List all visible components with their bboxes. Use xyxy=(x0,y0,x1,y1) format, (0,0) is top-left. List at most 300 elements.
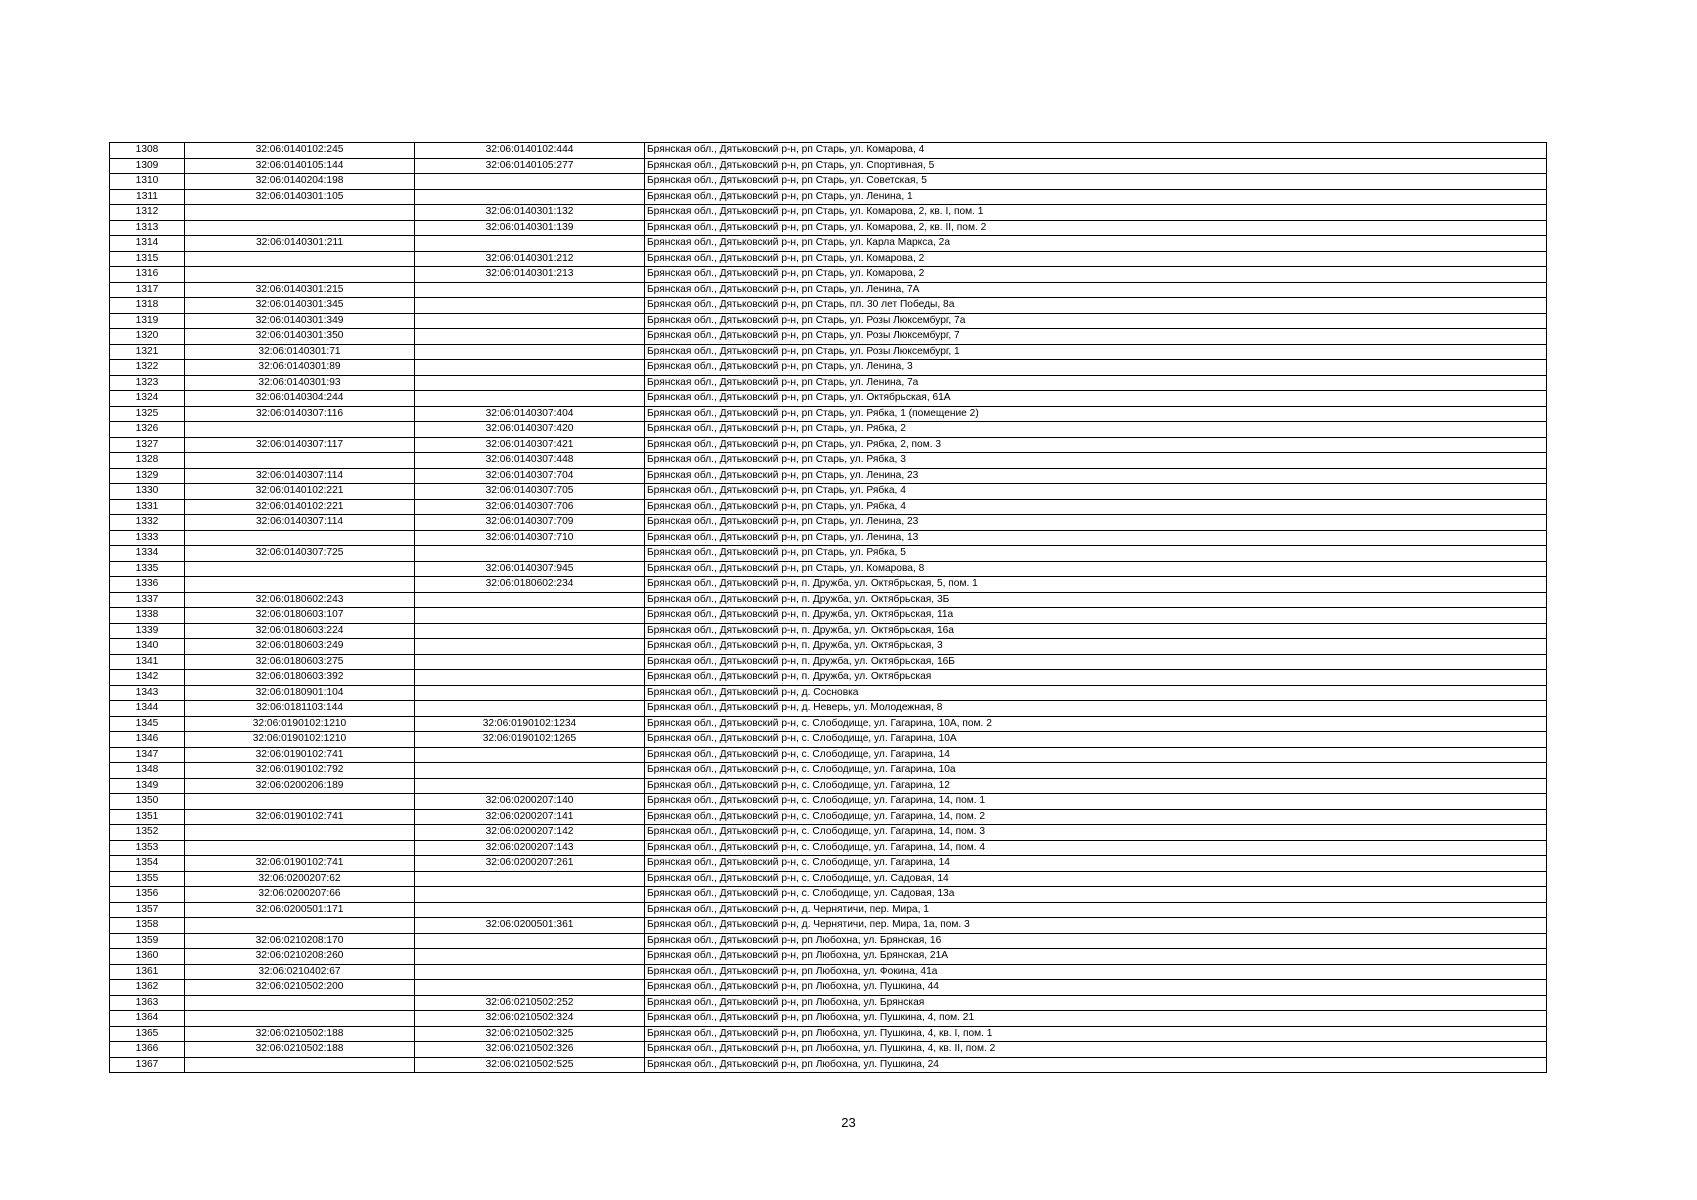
cadastral-number-cell: 32:06:0140307:725 xyxy=(185,546,415,562)
address-cell: Брянская обл., Дятьковский р-н, рп Старь, ул. Октябрьская, 61А xyxy=(645,391,1547,407)
cadastral-number-cell xyxy=(185,220,415,236)
premises-cadastral-number-cell xyxy=(415,298,645,314)
table-row xyxy=(110,887,1547,903)
address-cell: Брянская обл., Дятьковский р-н, рп Любохна, ул. Фокина, 41а xyxy=(645,964,1547,980)
premises-cadastral-number-cell: 32:06:0140307:705 xyxy=(415,484,645,500)
address-cell: Брянская обл., Дятьковский р-н, рп Старь, ул. Ленина, 23 xyxy=(645,468,1547,484)
premises-cadastral-number-cell: 32:06:0140307:704 xyxy=(415,468,645,484)
cadastral-number-cell: 32:06:0190102:1210 xyxy=(185,716,415,732)
address-cell: Брянская обл., Дятьковский р-н, п. Дружба, ул. Октябрьская, 5, пом. 1 xyxy=(645,577,1547,593)
cadastral-number-cell: 32:06:0140301:211 xyxy=(185,236,415,252)
cadastral-number-cell xyxy=(185,995,415,1011)
address-cell: Брянская обл., Дятьковский р-н, д. Сосновка xyxy=(645,685,1547,701)
row-number-cell: 1360 xyxy=(110,949,185,965)
table-row xyxy=(110,453,1547,469)
row-number-cell: 1310 xyxy=(110,174,185,190)
table-row xyxy=(110,763,1547,779)
table-row xyxy=(110,422,1547,438)
address-cell: Брянская обл., Дятьковский р-н, с. Слободище, ул. Гагарина, 10А, пом. 2 xyxy=(645,716,1547,732)
address-cell: Брянская обл., Дятьковский р-н, рп Любохна, ул. Пушкина, 24 xyxy=(645,1057,1547,1073)
cadastral-number-cell: 32:06:0140301:350 xyxy=(185,329,415,345)
premises-cadastral-number-cell xyxy=(415,701,645,717)
row-number-cell: 1309 xyxy=(110,158,185,174)
address-cell: Брянская обл., Дятьковский р-н, рп Старь, ул. Рябка, 2, пом. 3 xyxy=(645,437,1547,453)
address-cell: Брянская обл., Дятьковский р-н, рп Старь, ул. Рябка, 5 xyxy=(645,546,1547,562)
premises-cadastral-number-cell xyxy=(415,608,645,624)
row-number-cell: 1308 xyxy=(110,143,185,159)
table-row xyxy=(110,623,1547,639)
address-cell: Брянская обл., Дятьковский р-н, рп Старь, ул. Комарова, 8 xyxy=(645,561,1547,577)
row-number-cell: 1349 xyxy=(110,778,185,794)
table-row xyxy=(110,530,1547,546)
table-row xyxy=(110,236,1547,252)
address-cell: Брянская обл., Дятьковский р-н, с. Слободище, ул. Гагарина, 14 xyxy=(645,856,1547,872)
address-cell: Брянская обл., Дятьковский р-н, рп Любохна, ул. Пушкина, 4, кв. II, пом. 2 xyxy=(645,1042,1547,1058)
address-cell: Брянская обл., Дятьковский р-н, рп Старь, ул. Комарова, 2, кв. I, пом. 1 xyxy=(645,205,1547,221)
table-row xyxy=(110,189,1547,205)
premises-cadastral-number-cell xyxy=(415,391,645,407)
table-row xyxy=(110,375,1547,391)
row-number-cell: 1346 xyxy=(110,732,185,748)
row-number-cell: 1348 xyxy=(110,763,185,779)
row-number-cell: 1366 xyxy=(110,1042,185,1058)
cadastral-number-cell: 32:06:0140204:198 xyxy=(185,174,415,190)
cadastral-number-cell: 32:06:0140301:345 xyxy=(185,298,415,314)
cadastral-number-cell xyxy=(185,918,415,934)
row-number-cell: 1315 xyxy=(110,251,185,267)
table-row xyxy=(110,267,1547,283)
cadastral-number-cell xyxy=(185,840,415,856)
cadastral-number-cell: 32:06:0140307:116 xyxy=(185,406,415,422)
address-cell: Брянская обл., Дятьковский р-н, рп Старь, ул. Комарова, 2, кв. II, пом. 2 xyxy=(645,220,1547,236)
cadastral-number-cell xyxy=(185,1057,415,1073)
premises-cadastral-number-cell: 32:06:0210502:326 xyxy=(415,1042,645,1058)
table-row xyxy=(110,902,1547,918)
row-number-cell: 1345 xyxy=(110,716,185,732)
row-number-cell: 1317 xyxy=(110,282,185,298)
cadastral-number-cell: 32:06:0140102:245 xyxy=(185,143,415,159)
table-row xyxy=(110,468,1547,484)
address-cell: Брянская обл., Дятьковский р-н, д. Неверь, ул. Молодежная, 8 xyxy=(645,701,1547,717)
cadastral-number-cell: 32:06:0210208:260 xyxy=(185,949,415,965)
cadastral-number-cell: 32:06:0210208:170 xyxy=(185,933,415,949)
row-number-cell: 1330 xyxy=(110,484,185,500)
row-number-cell: 1338 xyxy=(110,608,185,624)
table-row xyxy=(110,856,1547,872)
table-row xyxy=(110,1026,1547,1042)
premises-cadastral-number-cell xyxy=(415,654,645,670)
address-cell: Брянская обл., Дятьковский р-н, рп Старь, ул. Ленина, 7а xyxy=(645,375,1547,391)
cadastral-number-cell xyxy=(185,530,415,546)
cadastral-number-cell xyxy=(185,825,415,841)
address-cell: Брянская обл., Дятьковский р-н, п. Дружба, ул. Октябрьская, 11а xyxy=(645,608,1547,624)
row-number-cell: 1347 xyxy=(110,747,185,763)
address-cell: Брянская обл., Дятьковский р-н, с. Слободище, ул. Гагарина, 14, пом. 3 xyxy=(645,825,1547,841)
table-row xyxy=(110,1057,1547,1073)
address-cell: Брянская обл., Дятьковский р-н, с. Слободище, ул. Гагарина, 10а xyxy=(645,763,1547,779)
table-row xyxy=(110,964,1547,980)
premises-cadastral-number-cell: 32:06:0200501:361 xyxy=(415,918,645,934)
address-cell: Брянская обл., Дятьковский р-н, рп Старь, ул. Рябка, 2 xyxy=(645,422,1547,438)
table-row xyxy=(110,608,1547,624)
premises-cadastral-number-cell xyxy=(415,174,645,190)
cadastral-number-cell: 32:06:0140301:105 xyxy=(185,189,415,205)
page-number: 23 xyxy=(841,1115,856,1130)
row-number-cell: 1355 xyxy=(110,871,185,887)
address-cell: Брянская обл., Дятьковский р-н, рп Старь, пл. 30 лет Победы, 8а xyxy=(645,298,1547,314)
premises-cadastral-number-cell xyxy=(415,639,645,655)
row-number-cell: 1353 xyxy=(110,840,185,856)
premises-cadastral-number-cell: 32:06:0140307:706 xyxy=(415,499,645,515)
premises-cadastral-number-cell: 32:06:0190102:1265 xyxy=(415,732,645,748)
address-cell: Брянская обл., Дятьковский р-н, рп Любохна, ул. Пушкина, 44 xyxy=(645,980,1547,996)
cadastral-number-cell: 32:06:0180603:392 xyxy=(185,670,415,686)
table-row xyxy=(110,949,1547,965)
cadastral-number-cell: 32:06:0140301:93 xyxy=(185,375,415,391)
premises-cadastral-number-cell: 32:06:0200207:261 xyxy=(415,856,645,872)
cadastral-number-cell: 32:06:0180901:104 xyxy=(185,685,415,701)
row-number-cell: 1331 xyxy=(110,499,185,515)
address-cell: Брянская обл., Дятьковский р-н, с. Слободище, ул. Гагарина, 14, пом. 1 xyxy=(645,794,1547,810)
table-row xyxy=(110,344,1547,360)
row-number-cell: 1329 xyxy=(110,468,185,484)
address-cell: Брянская обл., Дятьковский р-н, д. Чернятичи, пер. Мира, 1а, пом. 3 xyxy=(645,918,1547,934)
cadastral-number-cell xyxy=(185,251,415,267)
table-row xyxy=(110,980,1547,996)
premises-cadastral-number-cell: 32:06:0210502:325 xyxy=(415,1026,645,1042)
address-cell: Брянская обл., Дятьковский р-н, рп Старь, ул. Розы Люксембург, 7а xyxy=(645,313,1547,329)
row-number-cell: 1362 xyxy=(110,980,185,996)
address-cell: Брянская обл., Дятьковский р-н, п. Дружба, ул. Октябрьская, 3Б xyxy=(645,592,1547,608)
cadastral-number-cell: 32:06:0140307:114 xyxy=(185,515,415,531)
table-row xyxy=(110,484,1547,500)
premises-cadastral-number-cell: 32:06:0210502:324 xyxy=(415,1011,645,1027)
address-cell: Брянская обл., Дятьковский р-н, рп Старь, ул. Советская, 5 xyxy=(645,174,1547,190)
premises-cadastral-number-cell xyxy=(415,313,645,329)
row-number-cell: 1363 xyxy=(110,995,185,1011)
table-row xyxy=(110,592,1547,608)
premises-cadastral-number-cell: 32:06:0180602:234 xyxy=(415,577,645,593)
table-row xyxy=(110,577,1547,593)
premises-cadastral-number-cell xyxy=(415,964,645,980)
table-row xyxy=(110,561,1547,577)
address-cell: Брянская обл., Дятьковский р-н, п. Дружба, ул. Октябрьская, 16а xyxy=(645,623,1547,639)
premises-cadastral-number-cell: 32:06:0210502:525 xyxy=(415,1057,645,1073)
address-cell: Брянская обл., Дятьковский р-н, рп Любохна, ул. Брянская, 16 xyxy=(645,933,1547,949)
table-row xyxy=(110,1011,1547,1027)
address-cell: Брянская обл., Дятьковский р-н, рп Старь, ул. Комарова, 4 xyxy=(645,143,1547,159)
address-cell: Брянская обл., Дятьковский р-н, рп Старь, ул. Розы Люксембург, 7 xyxy=(645,329,1547,345)
row-number-cell: 1326 xyxy=(110,422,185,438)
row-number-cell: 1334 xyxy=(110,546,185,562)
row-number-cell: 1350 xyxy=(110,794,185,810)
premises-cadastral-number-cell xyxy=(415,329,645,345)
row-number-cell: 1322 xyxy=(110,360,185,376)
premises-cadastral-number-cell: 32:06:0140307:709 xyxy=(415,515,645,531)
row-number-cell: 1318 xyxy=(110,298,185,314)
address-cell: Брянская обл., Дятьковский р-н, п. Дружба, ул. Октябрьская, 16Б xyxy=(645,654,1547,670)
table-row xyxy=(110,282,1547,298)
cadastral-number-cell xyxy=(185,794,415,810)
address-cell: Брянская обл., Дятьковский р-н, рп Старь, ул. Спортивная, 5 xyxy=(645,158,1547,174)
table-row xyxy=(110,654,1547,670)
address-cell: Брянская обл., Дятьковский р-н, рп Старь, ул. Ленина, 7А xyxy=(645,282,1547,298)
premises-cadastral-number-cell xyxy=(415,670,645,686)
address-cell: Брянская обл., Дятьковский р-н, рп Любохна, ул. Пушкина, 4, кв. I, пом. 1 xyxy=(645,1026,1547,1042)
cadastral-number-cell: 32:06:0190102:1210 xyxy=(185,732,415,748)
premises-cadastral-number-cell xyxy=(415,949,645,965)
table-row xyxy=(110,329,1547,345)
row-number-cell: 1365 xyxy=(110,1026,185,1042)
cadastral-number-cell: 32:06:0180602:243 xyxy=(185,592,415,608)
premises-cadastral-number-cell xyxy=(415,902,645,918)
table-row xyxy=(110,825,1547,841)
cadastral-number-cell: 32:06:0180603:224 xyxy=(185,623,415,639)
address-cell: Брянская обл., Дятьковский р-н, рп Старь, ул. Комарова, 2 xyxy=(645,267,1547,283)
premises-cadastral-number-cell: 32:06:0200207:140 xyxy=(415,794,645,810)
table-row xyxy=(110,639,1547,655)
cadastral-number-cell: 32:06:0200501:171 xyxy=(185,902,415,918)
address-cell: Брянская обл., Дятьковский р-н, с. Слободище, ул. Гагарина, 10А xyxy=(645,732,1547,748)
table-row xyxy=(110,499,1547,515)
address-cell: Брянская обл., Дятьковский р-н, рп Любохна, ул. Брянская xyxy=(645,995,1547,1011)
cadastral-number-cell xyxy=(185,205,415,221)
premises-cadastral-number-cell xyxy=(415,282,645,298)
cadastral-number-cell xyxy=(185,1011,415,1027)
premises-cadastral-number-cell xyxy=(415,778,645,794)
table-row xyxy=(110,918,1547,934)
address-cell: Брянская обл., Дятьковский р-н, рп Старь, ул. Розы Люксембург, 1 xyxy=(645,344,1547,360)
table-row xyxy=(110,391,1547,407)
cadastral-number-cell: 32:06:0140301:89 xyxy=(185,360,415,376)
table-row xyxy=(110,747,1547,763)
row-number-cell: 1341 xyxy=(110,654,185,670)
premises-cadastral-number-cell: 32:06:0140307:945 xyxy=(415,561,645,577)
row-number-cell: 1328 xyxy=(110,453,185,469)
premises-cadastral-number-cell: 32:06:0140301:213 xyxy=(415,267,645,283)
table-row xyxy=(110,685,1547,701)
premises-cadastral-number-cell xyxy=(415,360,645,376)
cadastral-number-cell: 32:06:0210402:67 xyxy=(185,964,415,980)
address-cell: Брянская обл., Дятьковский р-н, с. Слободище, ул. Гагарина, 12 xyxy=(645,778,1547,794)
row-number-cell: 1339 xyxy=(110,623,185,639)
row-number-cell: 1352 xyxy=(110,825,185,841)
address-cell: Брянская обл., Дятьковский р-н, с. Слободище, ул. Садовая, 13а xyxy=(645,887,1547,903)
premises-cadastral-number-cell: 32:06:0140102:444 xyxy=(415,143,645,159)
premises-cadastral-number-cell: 32:06:0140301:212 xyxy=(415,251,645,267)
premises-cadastral-number-cell: 32:06:0200207:141 xyxy=(415,809,645,825)
address-cell: Брянская обл., Дятьковский р-н, п. Дружба, ул. Октябрьская, 3 xyxy=(645,639,1547,655)
cadastral-number-cell: 32:06:0140301:349 xyxy=(185,313,415,329)
table-row xyxy=(110,933,1547,949)
table-row xyxy=(110,220,1547,236)
address-cell: Брянская обл., Дятьковский р-н, рп Старь, ул. Комарова, 2 xyxy=(645,251,1547,267)
cadastral-number-cell: 32:06:0140301:71 xyxy=(185,344,415,360)
premises-cadastral-number-cell: 32:06:0140301:139 xyxy=(415,220,645,236)
row-number-cell: 1337 xyxy=(110,592,185,608)
row-number-cell: 1312 xyxy=(110,205,185,221)
row-number-cell: 1332 xyxy=(110,515,185,531)
premises-cadastral-number-cell: 32:06:0140307:404 xyxy=(415,406,645,422)
row-number-cell: 1323 xyxy=(110,375,185,391)
table-row xyxy=(110,313,1547,329)
row-number-cell: 1342 xyxy=(110,670,185,686)
table-row xyxy=(110,794,1547,810)
table-row xyxy=(110,995,1547,1011)
table-row xyxy=(110,716,1547,732)
address-cell: Брянская обл., Дятьковский р-н, рп Старь, ул. Ленина, 13 xyxy=(645,530,1547,546)
premises-cadastral-number-cell: 32:06:0140301:132 xyxy=(415,205,645,221)
table-row xyxy=(110,437,1547,453)
address-cell: Брянская обл., Дятьковский р-н, п. Дружба, ул. Октябрьская xyxy=(645,670,1547,686)
cadastral-number-cell: 32:06:0200207:62 xyxy=(185,871,415,887)
row-number-cell: 1316 xyxy=(110,267,185,283)
cadastral-number-cell: 32:06:0140105:144 xyxy=(185,158,415,174)
address-cell: Брянская обл., Дятьковский р-н, рп Любохна, ул. Брянская, 21А xyxy=(645,949,1547,965)
row-number-cell: 1356 xyxy=(110,887,185,903)
premises-cadastral-number-cell xyxy=(415,592,645,608)
address-cell: Брянская обл., Дятьковский р-н, рп Старь, ул. Рябка, 4 xyxy=(645,499,1547,515)
table-row xyxy=(110,406,1547,422)
row-number-cell: 1357 xyxy=(110,902,185,918)
table-row xyxy=(110,360,1547,376)
address-cell: Брянская обл., Дятьковский р-н, рп Старь, ул. Рябка, 1 (помещение 2) xyxy=(645,406,1547,422)
premises-cadastral-number-cell: 32:06:0140307:421 xyxy=(415,437,645,453)
premises-cadastral-number-cell: 32:06:0190102:1234 xyxy=(415,716,645,732)
address-cell: Брянская обл., Дятьковский р-н, с. Слободище, ул. Гагарина, 14 xyxy=(645,747,1547,763)
cadastral-number-cell: 32:06:0190102:741 xyxy=(185,856,415,872)
row-number-cell: 1314 xyxy=(110,236,185,252)
row-number-cell: 1319 xyxy=(110,313,185,329)
cadastral-number-cell xyxy=(185,267,415,283)
row-number-cell: 1335 xyxy=(110,561,185,577)
row-number-cell: 1361 xyxy=(110,964,185,980)
row-number-cell: 1354 xyxy=(110,856,185,872)
table-row xyxy=(110,778,1547,794)
row-number-cell: 1336 xyxy=(110,577,185,593)
cadastral-number-cell: 32:06:0200207:66 xyxy=(185,887,415,903)
table-row xyxy=(110,515,1547,531)
table-row xyxy=(110,546,1547,562)
premises-cadastral-number-cell xyxy=(415,546,645,562)
premises-cadastral-number-cell xyxy=(415,189,645,205)
cadastral-number-cell: 32:06:0140102:221 xyxy=(185,484,415,500)
cadastral-number-cell xyxy=(185,453,415,469)
address-cell: Брянская обл., Дятьковский р-н, рп Старь, ул. Ленина, 1 xyxy=(645,189,1547,205)
row-number-cell: 1324 xyxy=(110,391,185,407)
address-cell: Брянская обл., Дятьковский р-н, д. Чернятичи, пер. Мира, 1 xyxy=(645,902,1547,918)
row-number-cell: 1364 xyxy=(110,1011,185,1027)
row-number-cell: 1320 xyxy=(110,329,185,345)
address-cell: Брянская обл., Дятьковский р-н, рп Любохна, ул. Пушкина, 4, пом. 21 xyxy=(645,1011,1547,1027)
premises-cadastral-number-cell: 32:06:0200207:142 xyxy=(415,825,645,841)
cadastral-number-cell: 32:06:0180603:249 xyxy=(185,639,415,655)
cadastral-number-cell: 32:06:0190102:792 xyxy=(185,763,415,779)
premises-cadastral-number-cell xyxy=(415,747,645,763)
table-row xyxy=(110,701,1547,717)
premises-cadastral-number-cell xyxy=(415,685,645,701)
cadastral-number-cell: 32:06:0140307:114 xyxy=(185,468,415,484)
row-number-cell: 1311 xyxy=(110,189,185,205)
table-row xyxy=(110,732,1547,748)
premises-cadastral-number-cell: 32:06:0210502:252 xyxy=(415,995,645,1011)
cadastral-number-cell: 32:06:0140307:117 xyxy=(185,437,415,453)
address-cell: Брянская обл., Дятьковский р-н, рп Старь, ул. Рябка, 3 xyxy=(645,453,1547,469)
cadastral-number-cell: 32:06:0190102:741 xyxy=(185,809,415,825)
cadastral-number-cell: 32:06:0210502:188 xyxy=(185,1042,415,1058)
table-row xyxy=(110,251,1547,267)
address-cell: Брянская обл., Дятьковский р-н, рп Старь, ул. Рябка, 4 xyxy=(645,484,1547,500)
table-row xyxy=(110,809,1547,825)
premises-cadastral-number-cell xyxy=(415,887,645,903)
row-number-cell: 1359 xyxy=(110,933,185,949)
table-row xyxy=(110,840,1547,856)
premises-cadastral-number-cell xyxy=(415,344,645,360)
cadastral-number-cell xyxy=(185,577,415,593)
cadastral-number-cell xyxy=(185,561,415,577)
table-body xyxy=(110,143,1547,1073)
table-row xyxy=(110,174,1547,190)
address-cell: Брянская обл., Дятьковский р-н, с. Слободище, ул. Садовая, 14 xyxy=(645,871,1547,887)
address-cell: Брянская обл., Дятьковский р-н, рп Старь, ул. Ленина, 3 xyxy=(645,360,1547,376)
cadastral-number-cell xyxy=(185,422,415,438)
table-row xyxy=(110,871,1547,887)
premises-cadastral-number-cell: 32:06:0200207:143 xyxy=(415,840,645,856)
premises-cadastral-number-cell: 32:06:0140307:420 xyxy=(415,422,645,438)
table-row xyxy=(110,1042,1547,1058)
table-row xyxy=(110,205,1547,221)
row-number-cell: 1344 xyxy=(110,701,185,717)
premises-cadastral-number-cell xyxy=(415,980,645,996)
cadastral-number-cell: 32:06:0140301:215 xyxy=(185,282,415,298)
row-number-cell: 1367 xyxy=(110,1057,185,1073)
cadastral-number-cell: 32:06:0140102:221 xyxy=(185,499,415,515)
row-number-cell: 1325 xyxy=(110,406,185,422)
property-registry-table xyxy=(109,142,1547,1073)
cadastral-number-cell: 32:06:0181103:144 xyxy=(185,701,415,717)
row-number-cell: 1327 xyxy=(110,437,185,453)
premises-cadastral-number-cell: 32:06:0140307:448 xyxy=(415,453,645,469)
premises-cadastral-number-cell xyxy=(415,236,645,252)
table-row xyxy=(110,670,1547,686)
cadastral-number-cell: 32:06:0180603:107 xyxy=(185,608,415,624)
row-number-cell: 1358 xyxy=(110,918,185,934)
premises-cadastral-number-cell xyxy=(415,933,645,949)
row-number-cell: 1313 xyxy=(110,220,185,236)
row-number-cell: 1343 xyxy=(110,685,185,701)
cadastral-number-cell: 32:06:0180603:275 xyxy=(185,654,415,670)
premises-cadastral-number-cell xyxy=(415,763,645,779)
address-cell: Брянская обл., Дятьковский р-н, с. Слободище, ул. Гагарина, 14, пом. 4 xyxy=(645,840,1547,856)
row-number-cell: 1351 xyxy=(110,809,185,825)
address-cell: Брянская обл., Дятьковский р-н, рп Старь, ул. Карла Маркса, 2а xyxy=(645,236,1547,252)
premises-cadastral-number-cell: 32:06:0140105:277 xyxy=(415,158,645,174)
address-cell: Брянская обл., Дятьковский р-н, рп Старь, ул. Ленина, 23 xyxy=(645,515,1547,531)
premises-cadastral-number-cell xyxy=(415,375,645,391)
row-number-cell: 1340 xyxy=(110,639,185,655)
row-number-cell: 1333 xyxy=(110,530,185,546)
table-row xyxy=(110,298,1547,314)
premises-cadastral-number-cell xyxy=(415,623,645,639)
table-row xyxy=(110,158,1547,174)
cadastral-number-cell: 32:06:0200206:189 xyxy=(185,778,415,794)
address-cell: Брянская обл., Дятьковский р-н, с. Слободище, ул. Гагарина, 14, пом. 2 xyxy=(645,809,1547,825)
premises-cadastral-number-cell xyxy=(415,871,645,887)
premises-cadastral-number-cell: 32:06:0140307:710 xyxy=(415,530,645,546)
cadastral-number-cell: 32:06:0190102:741 xyxy=(185,747,415,763)
table-row xyxy=(110,143,1547,159)
cadastral-number-cell: 32:06:0210502:188 xyxy=(185,1026,415,1042)
